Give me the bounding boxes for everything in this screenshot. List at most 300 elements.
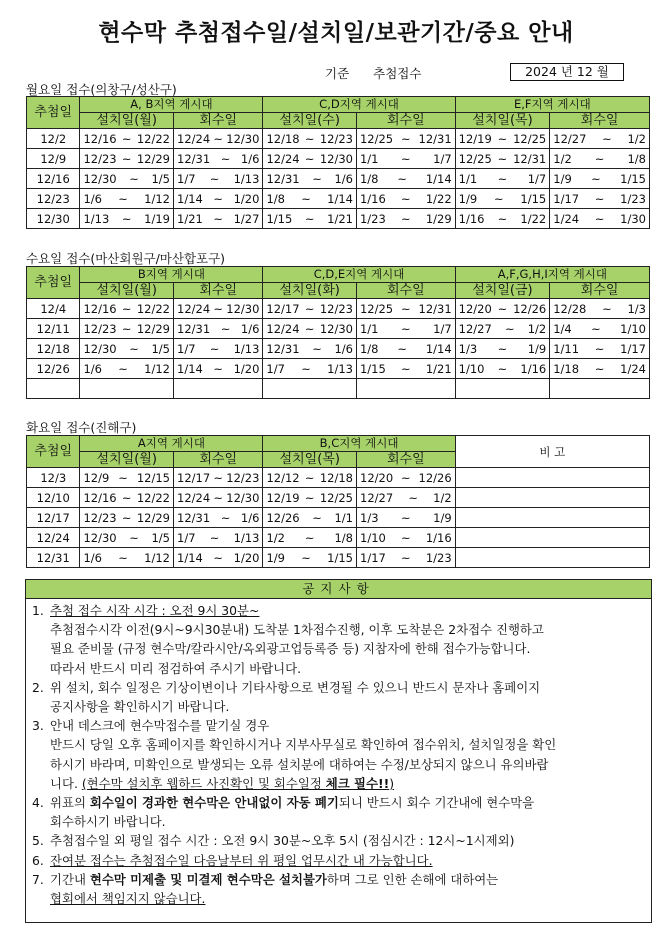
subheader: 설치일(월) — [80, 283, 174, 299]
period-part: 1/16 — [425, 530, 452, 545]
draw-date: 12/18 — [27, 339, 80, 359]
period-range — [459, 172, 547, 186]
notice-number: 5. — [32, 833, 44, 849]
period-range — [360, 362, 452, 376]
period-range — [553, 212, 646, 226]
period-cell — [263, 209, 357, 229]
group-header: C,D지역 게시대 — [263, 97, 455, 113]
notice-text: 하시기 바라며, 미확인으로 발생되는 오류 설치분에 대하여는 수정/보상되지 않으니 유의바랍 — [50, 756, 549, 772]
notice-body — [50, 716, 651, 793]
period-part: 1/2 — [553, 151, 572, 166]
period-part: ~ — [602, 131, 612, 146]
notice-header: 공지사항 — [26, 580, 651, 599]
table-row — [27, 339, 650, 359]
col-draw-date: 추첨일 — [27, 436, 80, 468]
period-range — [266, 551, 353, 565]
period-part: 12/25 — [513, 131, 547, 146]
period-range — [266, 172, 353, 186]
period-part: 1/13 — [233, 341, 260, 356]
table-row — [27, 379, 650, 399]
period-part: 12/22 — [136, 301, 170, 316]
period-range — [177, 362, 259, 376]
period-part: 1/14 — [177, 191, 203, 206]
period-part: 1/9 — [433, 510, 452, 525]
period-range — [360, 511, 452, 525]
period-cell — [174, 379, 263, 399]
period-cell — [356, 209, 455, 229]
period-part: 1/14 — [425, 341, 452, 356]
notice-line — [50, 831, 651, 850]
period-part: 12/30 — [83, 341, 117, 356]
notice-item — [32, 831, 651, 850]
table-row — [27, 319, 650, 339]
period-part: 1/7 — [433, 151, 452, 166]
period-part: 12/30 — [83, 530, 117, 545]
period-range — [553, 302, 646, 316]
period-cell — [550, 359, 650, 379]
period-range — [266, 471, 353, 485]
period-part: 1/5 — [151, 171, 170, 186]
group-header: E,F지역 게시대 — [455, 97, 649, 113]
notice-text: 하며 그로 인한 손해에 대하여는 — [326, 871, 499, 887]
period-cell — [80, 379, 174, 399]
subheader: 설치일(목) — [263, 452, 357, 468]
period-part: 12/26 — [513, 301, 547, 316]
period-part: ~ — [304, 151, 315, 166]
subheader: 회수일 — [550, 283, 650, 299]
period-part: 1/10 — [458, 361, 485, 376]
period-cell — [550, 189, 650, 209]
period-part: ~ — [401, 550, 411, 565]
period-part: ~ — [129, 341, 139, 356]
period-part: 1/2 — [527, 321, 547, 336]
section-label: 수요일 접수(마산회원구/마산합포구) — [26, 251, 226, 266]
period-part: 1/14 — [425, 171, 452, 186]
subheader: 설치일(수) — [263, 113, 357, 129]
group-header: C,D,E지역 게시대 — [263, 267, 455, 283]
period-part: ~ — [312, 510, 322, 525]
period-cell — [550, 299, 650, 319]
table-row — [27, 209, 650, 229]
period-part: 12/18 — [319, 470, 353, 485]
period-part: 1/3 — [360, 510, 379, 525]
period-part: 1/6 — [83, 191, 102, 206]
notice-line — [50, 889, 651, 908]
header-row — [27, 97, 650, 113]
period-part: 1/9 — [527, 341, 547, 356]
notice-emphasis: 회수일이 경과한 현수막은 안내없이 자동 폐기 — [89, 795, 339, 811]
period-cell — [455, 339, 550, 359]
period-part: ~ — [304, 131, 315, 146]
period-range — [177, 531, 259, 545]
period-part: ~ — [497, 131, 508, 146]
period-range — [459, 212, 547, 226]
period-part: ~ — [213, 301, 224, 316]
period-cell — [80, 299, 174, 319]
group-header: A,F,G,H,I지역 게시대 — [455, 267, 649, 283]
period-part: 12/25 — [359, 301, 394, 316]
period-cell — [263, 299, 357, 319]
period-part: 1/2 — [433, 490, 452, 505]
notice-line — [50, 639, 651, 658]
notice-number: 1. — [32, 603, 44, 618]
period-part: ~ — [121, 131, 132, 146]
period-range — [459, 192, 547, 206]
period-part: 12/31 — [177, 510, 211, 525]
period-part: 1/15 — [359, 361, 386, 376]
period-range — [266, 212, 353, 226]
notice-list — [26, 599, 651, 908]
notice-text: 따라서 반드시 미리 점검하여 주시기 바랍니다. — [50, 660, 302, 676]
period-cell — [455, 169, 550, 189]
period-part: 12/30 — [226, 301, 260, 316]
period-cell — [550, 209, 650, 229]
period-cell — [80, 169, 174, 189]
period-part: ~ — [304, 211, 315, 226]
period-cell — [80, 189, 174, 209]
period-part: ~ — [213, 211, 224, 226]
period-part: 1/9 — [553, 171, 572, 186]
period-cell — [550, 129, 650, 149]
period-part: ~ — [213, 191, 224, 206]
period-range — [360, 212, 452, 226]
notice-item — [32, 870, 651, 908]
period-cell — [357, 488, 456, 508]
period-range — [83, 192, 170, 206]
draw-date: 12/3 — [27, 468, 80, 488]
period-cell — [174, 169, 263, 189]
period-part: 12/31 — [266, 341, 300, 356]
period-cell — [455, 299, 550, 319]
subheader: 회수일 — [174, 113, 263, 129]
period-cell — [80, 149, 174, 169]
period-part: 1/13 — [233, 171, 260, 186]
draw-date: 12/26 — [27, 359, 80, 379]
draw-date: 12/16 — [27, 169, 80, 189]
remark-cell — [455, 528, 649, 548]
period-range — [360, 132, 452, 146]
period-part: 12/25 — [458, 151, 492, 166]
header-row — [27, 267, 650, 283]
period-part: 1/19 — [144, 211, 170, 226]
period-cell — [263, 169, 357, 189]
subheader: 회수일 — [550, 113, 650, 129]
period-range — [360, 302, 452, 316]
notice-text: 공지사항을 확인하시기 바랍니다. — [50, 699, 230, 715]
period-range — [83, 491, 170, 505]
table-row — [27, 129, 650, 149]
period-range — [83, 362, 170, 376]
period-range — [177, 491, 259, 505]
period-range — [360, 172, 452, 186]
draw-date: 12/17 — [27, 508, 80, 528]
notice-body — [50, 870, 651, 908]
notice-text: 되니 반드시 회수 기간내에 현수막을 — [338, 795, 535, 811]
period-part: 1/12 — [144, 191, 170, 206]
notice-line — [50, 678, 651, 697]
period-part: ~ — [301, 191, 311, 206]
subheader: 회수일 — [356, 113, 455, 129]
period-part: 1/6 — [334, 341, 353, 356]
period-part: ~ — [118, 550, 128, 565]
period-range — [360, 342, 452, 356]
period-part: 1/22 — [425, 191, 452, 206]
period-part: 1/21 — [425, 361, 452, 376]
table-row — [27, 299, 650, 319]
period-part: 12/29 — [136, 151, 170, 166]
period-cell — [174, 189, 263, 209]
period-part: 12/19 — [266, 490, 300, 505]
period-part: 12/26 — [418, 470, 452, 485]
period-part: 12/31 — [418, 301, 452, 316]
period-part: 12/16 — [83, 490, 117, 505]
notice-item — [32, 678, 651, 716]
period-cell — [356, 319, 455, 339]
period-cell — [357, 508, 456, 528]
period-part: 1/24 — [553, 211, 580, 226]
period-range — [553, 192, 646, 206]
period-part: ~ — [497, 341, 508, 356]
draw-date: 12/2 — [27, 129, 80, 149]
period-cell — [80, 508, 174, 528]
draw-date: 12/31 — [27, 548, 80, 568]
period-range — [83, 152, 170, 166]
period-part: ~ — [401, 321, 411, 336]
period-part: 1/1 — [334, 510, 353, 525]
notice-body — [50, 601, 651, 678]
period-part: ~ — [401, 510, 411, 525]
period-part: 1/13 — [83, 211, 110, 226]
notice-box — [25, 579, 652, 923]
period-part: 12/24 — [266, 151, 300, 166]
draw-date: 12/9 — [27, 149, 80, 169]
period-range — [459, 302, 547, 316]
period-range — [360, 471, 452, 485]
period-part: 1/8 — [266, 191, 285, 206]
notice-text: 반드시 당일 오후 홈페이지를 확인하시거나 지부사무실로 확인하여 접수위치, 설치일정을 확인 — [50, 737, 557, 753]
period-part: ~ — [304, 530, 315, 545]
period-part: 1/12 — [144, 550, 170, 565]
subheader: 회수일 — [174, 452, 263, 468]
remark-header: 비 고 — [455, 436, 649, 468]
subheader: 설치일(월) — [80, 113, 174, 129]
notice-body — [50, 831, 651, 850]
page-title: 현수막 추첨접수일/설치일/보관기간/중요 안내 — [98, 20, 574, 46]
period-part: 12/30 — [226, 131, 260, 146]
period-part: ~ — [312, 341, 322, 356]
basis — [325, 64, 441, 82]
period-cell — [263, 189, 357, 209]
period-part: 12/30 — [319, 151, 353, 166]
period-part: 1/6 — [334, 171, 353, 186]
table-row — [27, 488, 650, 508]
period-part: ~ — [594, 211, 605, 226]
period-part: ~ — [220, 151, 231, 166]
period-part: ~ — [401, 530, 411, 545]
period-part: 1/9 — [266, 550, 285, 565]
period-part: ~ — [401, 211, 411, 226]
period-part: 1/21 — [177, 211, 203, 226]
notice-number: 4. — [32, 795, 44, 811]
period-part: 12/17 — [266, 301, 300, 316]
period-part: ~ — [304, 321, 315, 336]
period-cell — [356, 149, 455, 169]
period-part: 1/5 — [151, 341, 170, 356]
notice-text: 추첨접수일 외 평일 접수 시간 : 오전 9시 30분~오후 5시 (점심시간 : 12시~1시제외) — [50, 833, 515, 849]
period-cell — [550, 149, 650, 169]
period-part: ~ — [497, 361, 508, 376]
period-cell — [80, 339, 174, 359]
period-cell — [550, 379, 650, 399]
period-part: 1/15 — [520, 191, 547, 206]
remark-cell — [455, 488, 649, 508]
period-cell — [174, 548, 263, 568]
period-part: 1/8 — [359, 341, 379, 356]
period-part: ~ — [497, 211, 508, 226]
period-part: 12/31 — [418, 131, 452, 146]
period-part: 1/18 — [553, 361, 580, 376]
period-cell — [174, 339, 263, 359]
period-part: 12/16 — [83, 131, 117, 146]
period-cell — [455, 149, 550, 169]
subheader: 회수일 — [357, 452, 456, 468]
period-part: 1/20 — [233, 191, 260, 206]
notice-text: 필요 준비물 (규정 현수막/칼라시안/옥외광고업등록증 등) 지참자에 한해 접수가능합니다. — [50, 641, 531, 657]
period-range — [177, 322, 259, 336]
period-range — [266, 362, 353, 376]
period-range — [553, 322, 646, 336]
period-cell — [80, 488, 174, 508]
period-part: ~ — [397, 341, 407, 356]
period-part: 12/24 — [266, 321, 300, 336]
notice-text: (현수막 설치후 웹하드 사진확인 및 회수일정 — [81, 775, 326, 791]
period-cell — [263, 339, 357, 359]
period-part: 12/23 — [83, 510, 117, 525]
period-part: 12/16 — [83, 301, 117, 316]
period-cell — [174, 359, 263, 379]
notice-line — [50, 774, 651, 793]
period-part: 1/15 — [266, 211, 293, 226]
period-range — [177, 471, 259, 485]
notice-line — [50, 659, 651, 678]
period-part: 1/6 — [83, 550, 102, 565]
period-part: 1/9 — [458, 191, 478, 206]
period-cell — [356, 299, 455, 319]
period-part: 1/16 — [458, 211, 485, 226]
subheader: 설치일(목) — [455, 113, 550, 129]
notice-item — [32, 601, 651, 678]
period-part: 1/20 — [233, 361, 260, 376]
period-range — [177, 342, 259, 356]
draw-date: 12/30 — [27, 209, 80, 229]
period-part: 1/7 — [266, 361, 285, 376]
period-part: ~ — [121, 301, 132, 316]
header-row — [27, 436, 650, 452]
period-part: 1/10 — [620, 321, 646, 336]
period-range — [266, 491, 353, 505]
period-cell — [174, 149, 263, 169]
period-part: 12/29 — [136, 510, 170, 525]
period-part: ~ — [493, 191, 504, 206]
period-part: 1/24 — [620, 361, 646, 376]
period-part: ~ — [497, 171, 508, 186]
remark-cell — [455, 508, 649, 528]
period-part: ~ — [213, 361, 224, 376]
period-part: 1/3 — [458, 341, 478, 356]
subheader: 회수일 — [174, 283, 263, 299]
period-part: ~ — [401, 361, 411, 376]
period-cell — [263, 129, 357, 149]
notice-text: 추첨 접수 시작 시각 : 오전 9시 30분~ — [50, 603, 260, 618]
period-part: 12/31 — [177, 151, 211, 166]
period-part: 12/31 — [266, 171, 300, 186]
period-part: 1/14 — [177, 550, 203, 565]
period-part: ~ — [209, 341, 220, 356]
remark-cell — [455, 468, 649, 488]
period-part: ~ — [397, 171, 407, 186]
notice-line — [50, 793, 651, 812]
period-range — [177, 551, 259, 565]
basis-value: 추첨접수 — [373, 66, 422, 81]
notice-body — [50, 793, 651, 831]
period-range — [360, 551, 452, 565]
period-part: ~ — [121, 211, 132, 226]
period-cell — [357, 548, 456, 568]
period-range — [360, 491, 452, 505]
period-range — [83, 322, 170, 336]
table-row — [27, 508, 650, 528]
notice-text: 위표의 — [50, 795, 90, 811]
period-range — [553, 342, 646, 356]
month-box: 2024 년 12 월 — [510, 63, 624, 81]
period-part: 1/16 — [520, 361, 547, 376]
period-range — [83, 212, 170, 226]
period-part: 1/8 — [627, 151, 646, 166]
period-part: 12/24 — [177, 131, 211, 146]
period-range — [459, 152, 547, 166]
period-cell — [550, 169, 650, 189]
period-part: ~ — [591, 321, 601, 336]
subheader: 설치일(월) — [80, 452, 174, 468]
table-row — [27, 548, 650, 568]
period-part: ~ — [594, 341, 605, 356]
period-part: 12/20 — [458, 301, 492, 316]
period-range — [177, 212, 259, 226]
period-range — [83, 511, 170, 525]
notice-text: 협회에서 책임지지 않습니다. — [50, 891, 206, 907]
period-cell — [550, 339, 650, 359]
period-cell — [263, 488, 357, 508]
period-part: 12/27 — [360, 490, 394, 505]
period-cell — [356, 359, 455, 379]
period-part: 1/13 — [327, 361, 353, 376]
period-range — [553, 172, 646, 186]
period-cell — [80, 209, 174, 229]
period-part: 1/15 — [327, 550, 353, 565]
period-part: ~ — [118, 470, 128, 485]
period-range — [459, 362, 547, 376]
period-part: 1/5 — [151, 530, 170, 545]
group-header: B지역 게시대 — [80, 267, 263, 283]
period-part: 12/9 — [83, 470, 110, 485]
period-part: ~ — [121, 490, 132, 505]
period-range — [360, 531, 452, 545]
period-cell — [174, 528, 263, 548]
period-part: ~ — [213, 131, 224, 146]
notice-text: 회수하시기 바랍니다. — [50, 814, 166, 830]
remark-cell — [455, 548, 649, 568]
notice-item — [32, 851, 651, 870]
